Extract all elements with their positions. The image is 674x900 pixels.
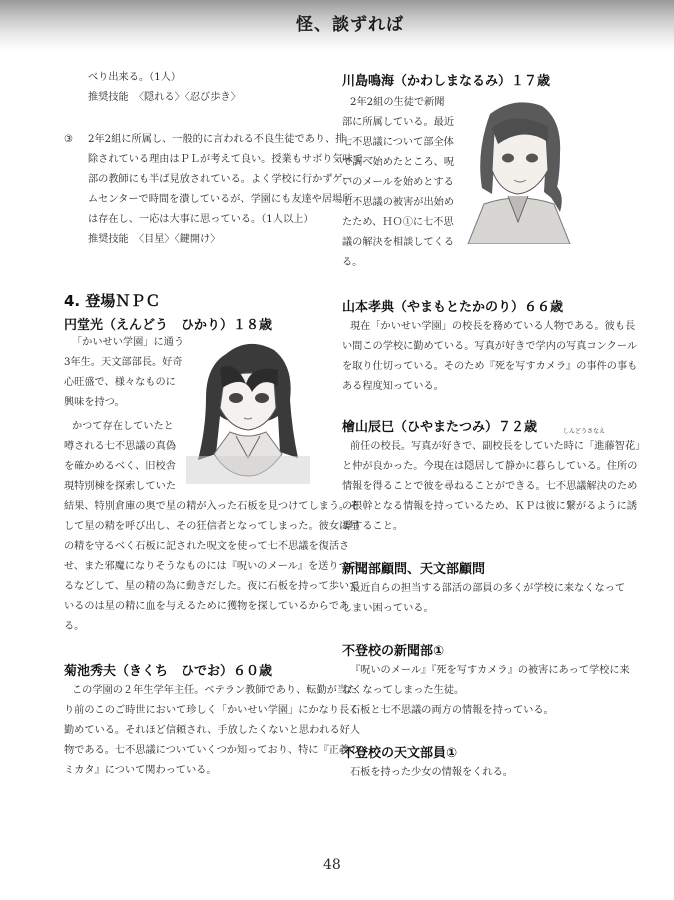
text-line: 『呪いのメール』『死を写すカメラ』の被害にあって学校に来 [350, 665, 630, 676]
text-line: 石板を持った少女の情報をくれる。 [350, 767, 513, 778]
page-number: 48 [323, 857, 341, 873]
text-line: 現特別棟を探索していた [64, 481, 177, 492]
npc-heading-advisor: 新聞部顧問、天文部顧問 [342, 562, 486, 577]
text-line: 部に所属している。最近 [342, 117, 455, 128]
npc-heading-truant-astro: 不登校の天文部員① [342, 746, 458, 761]
npc-heading-kanori: 山本孝典（やまもとたかのり）６６歳 [342, 300, 564, 315]
page-header-title: 怪、談ずれば [296, 15, 404, 35]
text-line: の精を守るべく石板に記された呪文を使って七不思議を復活さ [64, 541, 350, 552]
npc-heading-narumi: 川島鳴海（かわしまなるみ）１７歳 [342, 74, 551, 89]
text-line: るなどして、星の精の為に動きだした。夜に石板を持って歩いて [64, 581, 360, 592]
text-line: 「かいせい学園」に通う [72, 337, 185, 348]
text-line: 勤めている。それほど信頼され、手放したくないと思われる好人 [64, 725, 361, 736]
text-line: ミカタ』について関わっている。 [64, 765, 217, 776]
section-title: 4. 登場ＮＰＣ [64, 292, 161, 310]
text-line: 2年2組に所属し、一般的に言われる不良生徒であり、排 [88, 134, 346, 145]
text-line: 石板と七不思議の両方の情報を持っている。 [350, 705, 554, 716]
text-line: いのメールを始めとする [342, 177, 454, 188]
text-line: 推奨技能 〈目星〉〈鍵開け〉 [88, 234, 221, 245]
text-line: 前任の校長。写真が好きで、副校長をしていた時に「進藤智花」 [350, 441, 646, 452]
text-line: い間この学校に勤めている。写真が好きで学内の写真コンクール [342, 341, 638, 352]
npc-heading-tatsumi: 檜山辰巳（ひやまたつみ）７２歳 [342, 420, 538, 435]
npc-heading-hikari: 円堂光（えんどう ひかり）１８歳 [64, 318, 273, 333]
text-line: しまい困っている。 [342, 603, 434, 614]
text-line: 七不思議の被害が出始め [342, 197, 455, 208]
ruby-text: しんどうさなえ [563, 428, 606, 435]
text-line: 部の教師にも半ば見放されている。よく学校に行かずゲー [88, 174, 353, 185]
text-line: を取り仕切っている。そのため『死を写すカメラ』の事件の事も [342, 361, 638, 372]
text-line: 噂される七不思議の真偽 [64, 441, 177, 452]
text-line: 興味を持つ。 [64, 397, 125, 408]
text-line: 除されている理由はＰＬが考えて良い。授業もサボり気味で一 [88, 154, 374, 165]
text-line: と仲が良かった。今現在は隠居して静かに暮らしている。住所の [342, 461, 638, 472]
text-line: なくなってしまった生徒。 [342, 685, 465, 696]
text-line: 七不思議について部全体 [342, 137, 454, 148]
text-line: を確かめるべく、旧校舎 [64, 461, 176, 472]
text-line: 現在「かいせい学園」の校長を務めている人物である。彼も長 [350, 321, 636, 332]
text-line: で調べ始めたところ、呪 [342, 157, 455, 168]
text-line: 導すること。 [342, 521, 404, 532]
text-line: 推奨技能 〈隠れる〉〈忍び歩き〉 [88, 92, 241, 103]
text-line: かつて存在していたと [72, 421, 174, 432]
text-line: ある程度知っている。 [342, 381, 444, 392]
text-line: 2年2組の生徒で新聞 [350, 97, 445, 108]
text-line: る。 [64, 621, 85, 632]
text-line: の根幹となる情報を持っているため、ＫＰは彼に繋がるように誘 [342, 501, 638, 512]
portrait-hikari [186, 336, 310, 484]
text-line: 結果、特別倉庫の奥で星の精が入った石板を見つけてしまう。そ [64, 501, 360, 512]
text-line: 最近自らの担当する部活の部員の多くが学校に来なくなって [350, 583, 626, 594]
text-line: いるのは星の精に血を与えるために獲物を探しているからであ [64, 601, 350, 612]
text-line: べり出来る。（1人） [88, 72, 182, 83]
text-line: して星の精を呼び出し、その狂信者となってしまった。彼女は星 [64, 521, 360, 532]
list-marker: ③ [64, 134, 74, 145]
text-line: この学園の２年生学年主任。ベテラン教師であり、転勤が当た [72, 685, 358, 696]
text-line: る。 [342, 257, 363, 268]
portrait-narumi [464, 92, 574, 244]
text-line: 議の解決を相談してくる [342, 237, 455, 248]
text-line: 3年生。天文部部長。好奇 [64, 357, 183, 368]
npc-heading-hideo: 菊池秀夫（きくち ひでお）６０歳 [64, 664, 273, 679]
text-line: ムセンターで時間を潰しているが、学園にも友達や居場所 [88, 194, 353, 205]
text-line: は存在し、一応は大事に思っている。（1人以上） [88, 214, 314, 225]
text-line: 情報を得ることで彼を尋ねることができる。七不思議解決のため [342, 481, 638, 492]
npc-heading-truant-news: 不登校の新聞部① [342, 644, 445, 659]
text-line: り前のこのご時世において珍しく「かいせい学園」にかなり長く [64, 705, 360, 716]
text-line: 心旺盛で、様々なものに [64, 377, 176, 388]
text-line: たため、ＨＯ①に七不思 [342, 217, 454, 228]
text-line: せ、また邪魔になりそうなものには『呪いのメール』を送りつけ [64, 561, 359, 572]
text-line: 物である。七不思議についていくつか知っており、特に『正義の [64, 745, 360, 756]
